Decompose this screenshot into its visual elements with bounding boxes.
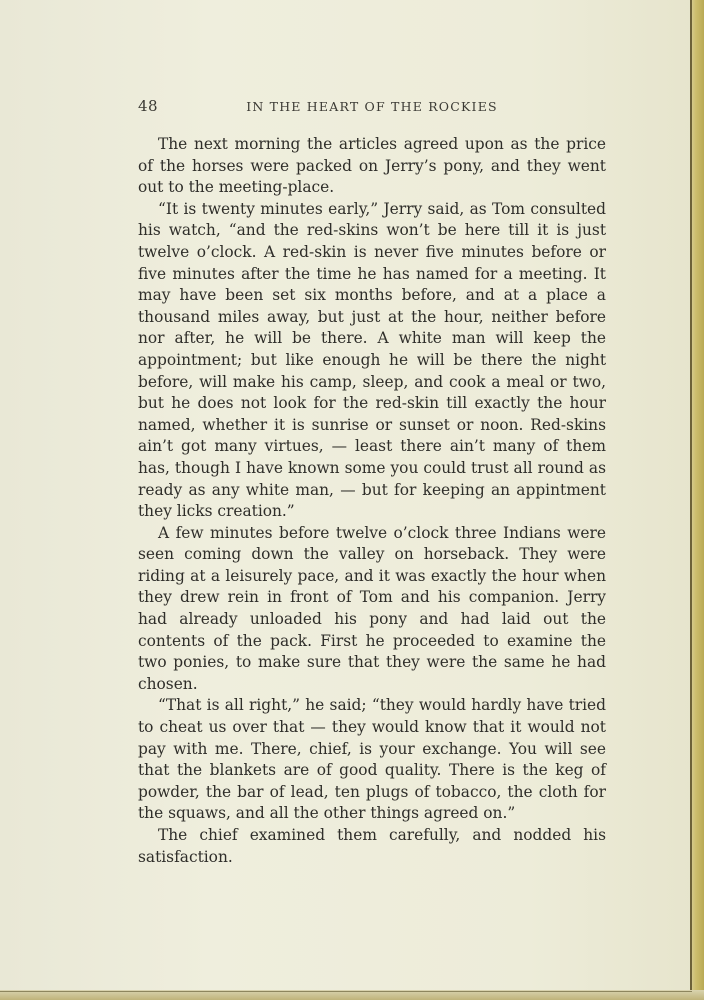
paragraph-2: “It is twenty minutes early,” Jerry said, as Tom consulted his watch, “and the red-skins won’t be here till it is just twelve o’clock. A red-skin is never five minutes before or five minutes after the time he has named for a meeting. It may have been set six months before, and at a place a thousand miles away, but just at the hour, neither before nor after, he will be there. A white man will keep the appointment; but like enough he will be there the night before, will make his camp, sleep, and cook a meal or two, but he does not look for the red-skin till exactly the hour named, whether it is sunrise or sunset or noon. Red-skins ain’t got many virtues, — least there ain’t many of them has, though I have known some you could trust all round as ready as any white man, — but for keeping an appintment they licks creation.” <box>138 199 606 521</box>
page-right-edge <box>690 0 704 1000</box>
page-bottom-line <box>0 991 692 992</box>
paragraph-4: “That is all right,” he said; “they would hardly have tried to cheat us over that — they would know that it would not pay with me. There, chief, is your exchange. You will see that the blankets are of good quality. There is the keg of powder, the bar of lead, ten plugs of tobacco, the cloth for the squaws, and all the other things agreed on.” <box>138 696 606 823</box>
page-number: 48 <box>138 97 159 115</box>
paragraph-5: The chief examined them carefully, and nodded his satisfaction. <box>138 826 606 866</box>
running-head: IN THE HEART OF THE ROCKIES <box>246 99 498 114</box>
page-text <box>138 134 606 868</box>
page-header <box>138 97 606 117</box>
paragraph-3: A few minutes before twelve o’clock three Indians were seen coming down the valley on horseback. They were riding at a leisurely pace, and it was exactly the hour when they drew rein in front of Tom and his companion. Jerry had already unloaded his pony and had laid out the contents of the pack. First he proceeded to examine the two ponies, to make sure that they were the same he had chosen. <box>138 523 606 693</box>
paragraph-1: The next morning the articles agreed upon as the price of the horses were packed on Jerry’s pony, and they went out to the meeting-place. <box>138 135 606 197</box>
page-gutter-line <box>690 0 692 1000</box>
